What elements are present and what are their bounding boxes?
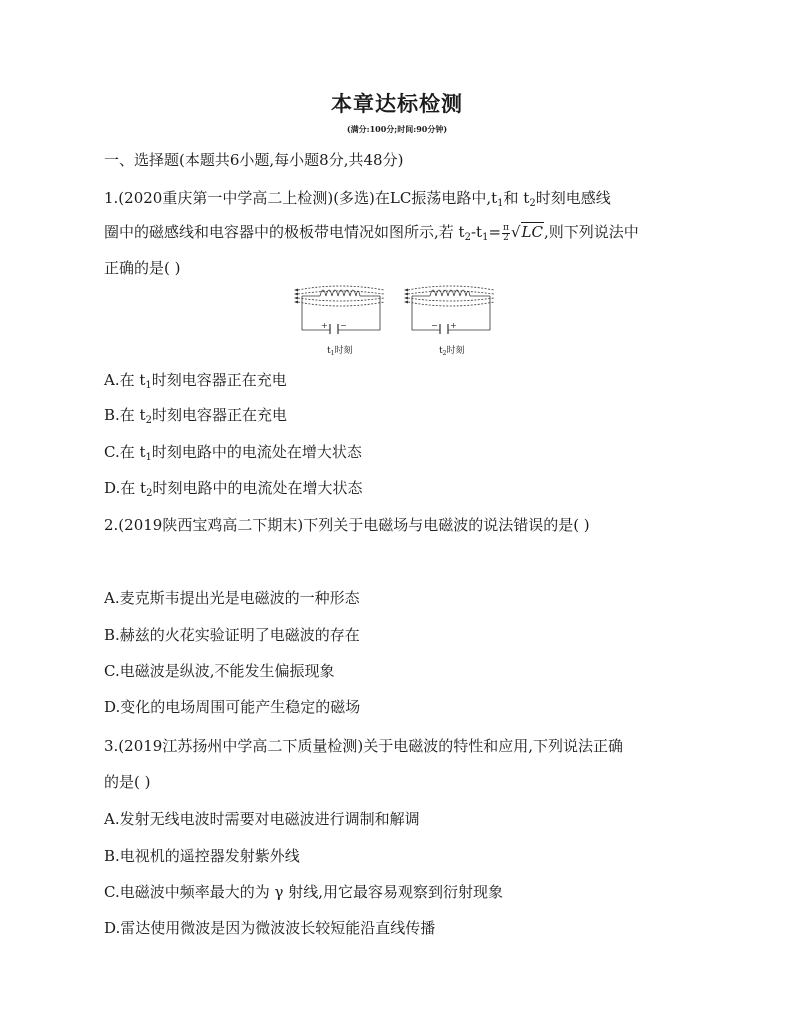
- q3-stem-line2: 的是( ): [104, 773, 151, 791]
- caption-t2: $t_2$时刻: [439, 346, 465, 357]
- circuit-diagram-t1: [294, 282, 386, 334]
- q1-option-d: D.在 $t_2$时刻电路中的电流处在增大状态: [104, 479, 363, 499]
- q2-option-c: C.电磁波是纵波,不能发生偏振现象: [104, 662, 335, 680]
- q2-option-b: B.赫兹的火花实验证明了电磁波的存在: [104, 626, 360, 644]
- plate-sign-right: +: [450, 321, 457, 330]
- q3-option-d: D.雷达使用微波是因为微波波长较短能沿直线传播: [104, 919, 436, 937]
- caption-t1: $t_1$时刻: [327, 346, 353, 357]
- q1-stem-line2: 圈中的磁感线和电容器中的极板带电情况如图所示,若 $t_2-t_1=$ $\frac{\pi}{2}$ √LC,则下列说法中: [104, 222, 639, 243]
- sqrt-lc: √LC: [510, 223, 543, 241]
- q1-option-b: B.在 $t_2$时刻电容器正在充电: [104, 406, 287, 426]
- q2-stem: 2.(2019陕西宝鸡高二下期末)下列关于电磁场与电磁波的说法错误的是( ): [104, 516, 590, 534]
- circuit-diagram-t2: [404, 282, 496, 334]
- q2-option-a: A.麦克斯韦提出光是电磁波的一种形态: [104, 589, 360, 607]
- q1-option-a: A.在 $t_1$时刻电容器正在充电: [104, 371, 287, 391]
- plate-sign-left: +: [321, 321, 328, 330]
- q3-option-c: C.电磁波中频率最大的为 γ 射线,用它最容易观察到衍射现象: [104, 883, 503, 901]
- q1-option-c: C.在 $t_1$时刻电路中的电流处在增大状态: [104, 443, 362, 463]
- plate-sign-right: −: [340, 321, 347, 330]
- q3-option-b: B.电视机的遥控器发射紫外线: [104, 847, 300, 865]
- q3-stem-line1: 3.(2019江苏扬州中学高二下质量检测)关于电磁波的特性和应用,下列说法正确: [104, 737, 623, 755]
- q1-stem-line3: 正确的是( ): [104, 259, 181, 277]
- page-subtitle: (满分:100分;时间:90分钟): [346, 124, 448, 134]
- q1-stem-line1: 1.(2020重庆第一中学高二上检测)(多选)在LC振荡电路中$,t_1$和 $t_2$时刻电感线: [104, 189, 611, 209]
- page-title: 本章达标检测: [331, 92, 463, 116]
- q3-option-a: A.发射无线电波时需要对电磁波进行调制和解调: [104, 810, 420, 828]
- plate-sign-left: −: [431, 321, 438, 330]
- q2-option-d: D.变化的电场周围可能产生稳定的磁场: [104, 698, 361, 716]
- section-heading: 一、选择题(本题共6小题,每小题8分,共48分): [104, 151, 404, 169]
- pi-over-2-fraction: $\frac{\pi}{2}$: [503, 222, 509, 243]
